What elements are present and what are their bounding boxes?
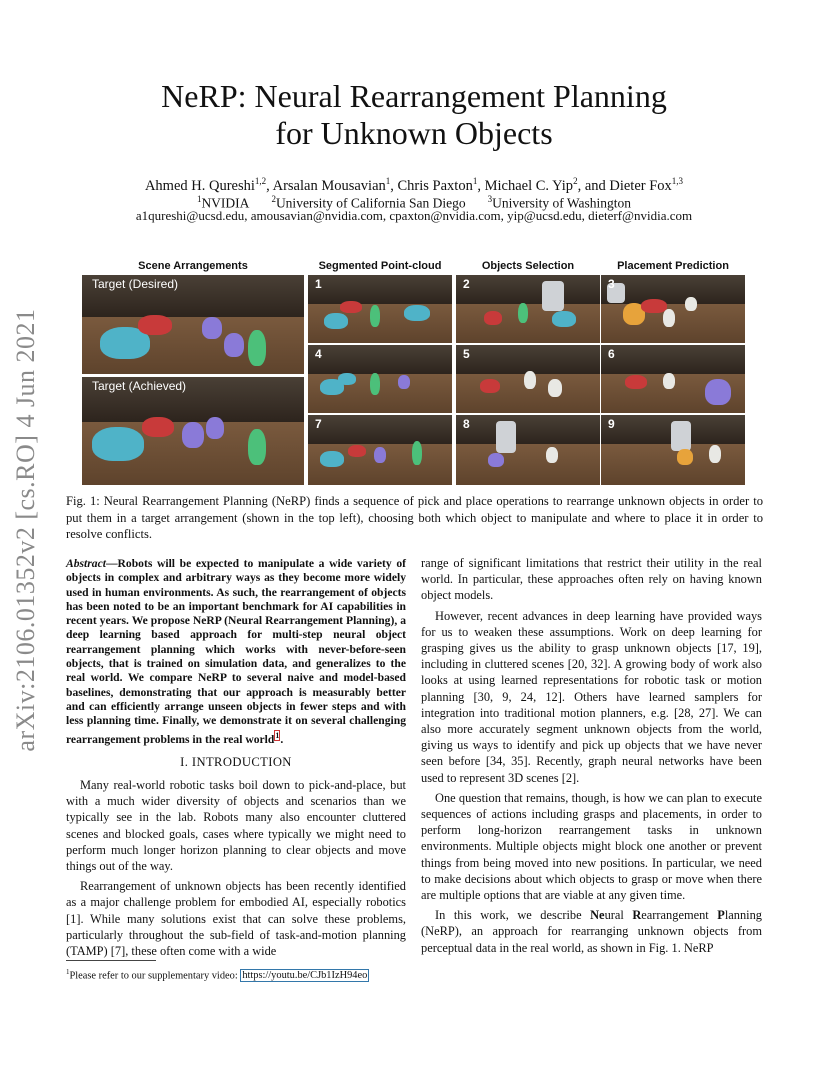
author-emails: a1qureshi@ucsd.edu, amousavian@nvidia.com, cpaxton@nvidia.com, yip@ucsd.edu, dieterf@nvidia.com: [135, 208, 693, 223]
step-9-photo: [601, 415, 745, 485]
paragraph: Many real-world robotic tasks boil down to pick-and-place, but with a much wider diversity of objects and scenarios than we typically see in the lab. Robots many also encounter cluttered scenes and blocked goals, cases where typically we might need to perform much longer horizon planning to clear objects and move things out of the way.: [66, 778, 406, 874]
video-link[interactable]: https://youtu.be/CJb1IzH94eo: [242, 970, 368, 982]
affil-2-sup: 2: [271, 194, 276, 204]
author-1: Ahmed H. Qureshi: [144, 177, 255, 194]
text-run: lanning (NeRP), an approach for rearranging unknown objects from perceptual data in the real world, as shown in Fig. 1. NeRP: [421, 908, 762, 955]
step-4-photo: [308, 345, 452, 413]
step-6-photo: [601, 345, 745, 413]
fig-header-scene: Scene Arrangements: [138, 260, 248, 272]
target-desired-label: Target (Desired): [92, 277, 179, 291]
step-number: 5: [463, 347, 470, 361]
affil-3-sup: 3: [487, 194, 493, 204]
fig-header-selection: Objects Selection: [481, 260, 575, 272]
paper-title: [80, 78, 748, 152]
footnote-rule: [66, 960, 156, 961]
right-column-body: [421, 555, 762, 960]
scene-target-desired-photo: [82, 275, 304, 374]
fig-header-placement: Placement Prediction: [617, 260, 729, 272]
abstract-end: .: [280, 732, 284, 746]
step-number: 1: [315, 277, 322, 291]
figure-1: [82, 260, 745, 485]
text-run: In this work, we describe: [435, 908, 591, 923]
bold-run: P: [717, 908, 725, 923]
arxiv-id-text: arXiv:2106.01352v2 [cs.RO] 4 Jun 2021: [11, 308, 40, 752]
footnote-ref[interactable]: 1: [275, 730, 280, 740]
footnote-text: Please refer to our supplementary video:: [69, 970, 241, 982]
author-2-sup: 1: [385, 176, 391, 186]
author-4: , Michael C. Yip: [477, 177, 574, 194]
step-number: 6: [608, 347, 615, 361]
footnote-mark: 1: [66, 968, 70, 976]
affil-1: NVIDIA: [201, 195, 250, 211]
step-number: 8: [463, 417, 470, 431]
author-4-sup: 2: [573, 176, 578, 186]
affil-3: University of Washington: [492, 195, 632, 211]
title-line-1: NeRP: Neural Rearrangement Planning: [161, 78, 667, 114]
text-run: ural: [604, 908, 633, 923]
step-2-photo: [456, 275, 600, 343]
author-5-sup: 1,3: [671, 176, 684, 186]
left-column-body: [66, 777, 406, 963]
abstract-text: —Robots will be expected to manipulate a wide variety of objects in complex and arbitrary ways as they become more widely used in human environments. As such, the rearrangement of objects has been noted to be an important benchmark for AI capabilities in recent years. We propose NeRP (Neural Rearrangement Planning), a deep learning based approach for multi-step neural object rearrangement planning which works with never-before-seen objects, that is trained on simulation data, and generalizes to the real world. We compare NeRP to several naive and model-based baselines, demonstrating that our approach is measurably better and can efficiently arrange unseen objects in fewer steps and with less planning time. Finally, we demonstrate it on several challenging rearrangement problems in the real world: [66, 557, 406, 746]
step-1-photo: [308, 275, 452, 343]
step-number: 7: [315, 417, 322, 431]
author-3: , Chris Paxton: [390, 177, 473, 194]
title-line-2: for Unknown Objects: [275, 115, 553, 151]
figure-1-caption: Fig. 1: Neural Rearrangement Planning (NeRP) finds a sequence of pick and place operations to rearrange unknown objects in order to put them in a target arrangement (shown in the top left), choosing both which object to manipulate and where to place it in order to resolve conflicts.: [66, 494, 763, 541]
target-achieved-label: Target (Achieved): [92, 379, 187, 393]
scene-target-achieved-photo: [82, 377, 304, 485]
affil-1-sup: 1: [196, 194, 202, 204]
step-number: 3: [608, 277, 615, 291]
step-5-photo: [456, 345, 600, 413]
step-3-photo: [601, 275, 745, 343]
step-7-photo: [308, 415, 452, 485]
arxiv-identifier: [4, 300, 48, 760]
bold-run: Ne: [590, 908, 605, 923]
author-5: , and Dieter Fox: [577, 177, 672, 194]
affil-2: University of California San Diego: [275, 195, 466, 211]
paragraph: One question that remains, though, is how we can plan to execute sequences of actions including grasps and placements, in order to perform long-horizon rearrangement tasks in unknown environments. Multiple objects might block one another or prevent things from being moved into new positions. In particular, we need to make decisions about which objects to grasp or move when there are multiple options that are viable at any given time.: [421, 790, 762, 903]
abstract: [66, 557, 406, 747]
fig-header-segmented: Segmented Point-cloud: [318, 260, 442, 272]
footnote: [66, 966, 406, 982]
step-8-photo: [456, 415, 600, 485]
text-run: earrangement: [641, 908, 718, 923]
paragraph: However, recent advances in deep learning have provided ways for us to weaken these assumptions. Work on deep learning for grasping gives us the ability to grasp unknown objects [17, 19], including in cluttered scenes [20, 32]. A growing body of work also looks at using learned representations for robotic task or motion planning [30, 9, 24, 12]. Others have learned samplers for integration into traditional motion planners, e.g. [28, 27]. We can also more accurately segment unknown objects from the world, giving us ways to identify and pick up objects that we have never seen before [34, 35]. Recently, graph neural networks have been used to represent 3D scenes [2].: [421, 608, 762, 785]
step-number: 9: [608, 417, 615, 431]
abstract-label: Abstract: [66, 557, 106, 570]
bold-run: R: [632, 908, 642, 923]
step-number: 2: [463, 277, 470, 291]
paragraph-nerp-intro: [421, 907, 762, 956]
author-2: , Arsalan Mousavian: [266, 177, 386, 194]
author-3-sup: 1: [472, 176, 478, 186]
paragraph: Rearrangement of unknown objects has been recently identified as a major challenge problem for embodied AI, especially robotics [1]. While many solutions exist that can solve these problems, particularly throughout the sub-field of task-and-motion planning (TAMP) [7], these often come with a wide: [66, 879, 406, 959]
author-1-sup: 1,2: [254, 176, 267, 186]
step-number: 4: [315, 347, 322, 361]
section-title-introduction: I. INTRODUCTION: [180, 755, 292, 769]
paragraph: range of significant limitations that restrict their utility in the real world. In particular, these approaches often rely on having known object models.: [421, 556, 762, 603]
